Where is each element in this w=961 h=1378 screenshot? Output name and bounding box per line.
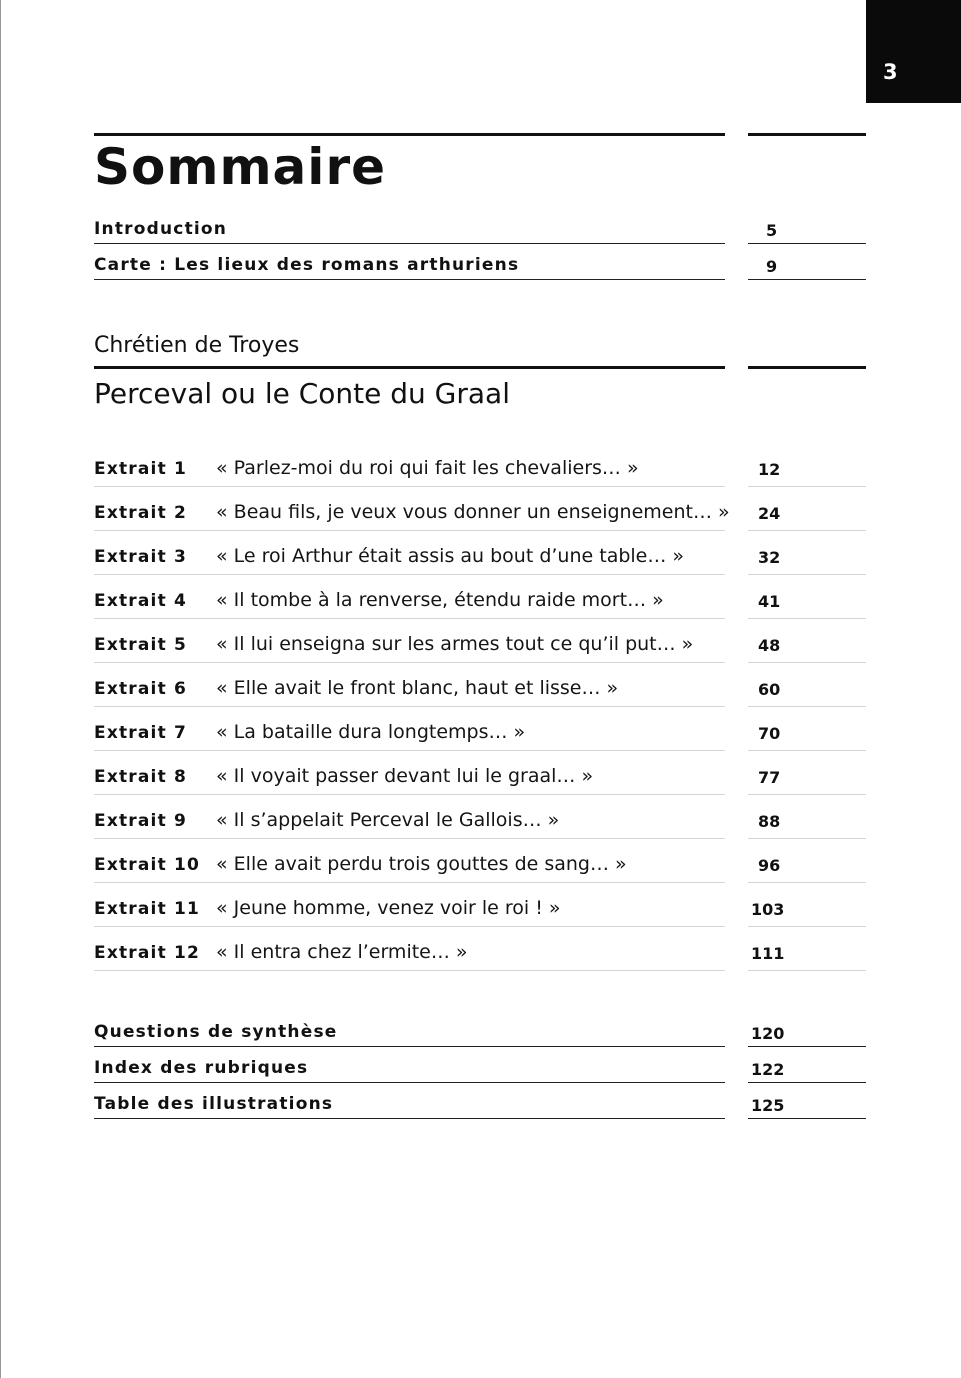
extract-row[interactable] — [0, 941, 961, 985]
extract-label: Extrait 2 — [94, 503, 188, 523]
divider — [748, 1082, 866, 1083]
extract-quote: « Beau fils, je veux vous donner un enseignement… » — [216, 501, 730, 523]
extract-page: 88 — [758, 812, 781, 831]
extract-quote: « Il voyait passer devant lui le graal… » — [216, 765, 594, 787]
row-divider — [748, 574, 866, 575]
row-divider — [748, 970, 866, 971]
extract-label: Extrait 6 — [94, 679, 188, 699]
divider — [748, 1118, 866, 1119]
extract-row[interactable] — [0, 897, 961, 941]
extract-page: 77 — [758, 768, 781, 787]
row-divider — [748, 794, 866, 795]
row-divider — [94, 794, 725, 795]
extract-row[interactable] — [0, 853, 961, 897]
page-title: Sommaire — [94, 138, 387, 196]
extract-quote: « Il s’appelait Perceval le Gallois… » — [216, 809, 560, 831]
row-divider — [94, 926, 725, 927]
extract-row[interactable] — [0, 633, 961, 677]
extract-label: Extrait 7 — [94, 723, 188, 743]
toc-page-introduction: 5 — [766, 221, 778, 240]
extract-label: Extrait 1 — [94, 459, 188, 479]
extract-label: Extrait 10 — [94, 855, 201, 875]
row-divider — [748, 838, 866, 839]
row-divider — [748, 882, 866, 883]
row-divider — [94, 574, 725, 575]
toc-page-illustrations: 125 — [751, 1096, 785, 1115]
row-divider — [94, 486, 725, 487]
row-divider — [94, 838, 725, 839]
page-number-tab — [866, 0, 961, 103]
extract-page: 103 — [751, 900, 785, 919]
page-number: 3 — [883, 60, 898, 84]
extract-quote: « Elle avait le front blanc, haut et lisse… » — [216, 677, 619, 699]
divider — [94, 1046, 725, 1047]
extract-quote: « Il lui enseigna sur les armes tout ce qu’il put… » — [216, 633, 694, 655]
divider — [748, 1046, 866, 1047]
extract-label: Extrait 8 — [94, 767, 188, 787]
toc-page-carte: 9 — [766, 257, 778, 276]
extract-row[interactable] — [0, 501, 961, 545]
extract-row[interactable] — [0, 545, 961, 589]
extract-quote: « Il entra chez l’ermite… » — [216, 941, 468, 963]
row-divider — [94, 970, 725, 971]
extract-quote: « La bataille dura longtemps… » — [216, 721, 526, 743]
row-divider — [748, 530, 866, 531]
extract-page: 111 — [751, 944, 785, 963]
toc-entry-illustrations[interactable]: Table des illustrations — [94, 1094, 334, 1114]
extract-page: 48 — [758, 636, 781, 655]
row-divider — [748, 706, 866, 707]
title-rule-right — [748, 133, 866, 136]
divider — [94, 243, 725, 244]
row-divider — [748, 926, 866, 927]
toc-entry-index[interactable]: Index des rubriques — [94, 1058, 309, 1078]
extract-label: Extrait 9 — [94, 811, 188, 831]
divider — [748, 243, 866, 244]
toc-page-index: 122 — [751, 1060, 785, 1079]
row-divider — [94, 882, 725, 883]
toc-entry-questions[interactable]: Questions de synthèse — [94, 1022, 338, 1042]
extract-quote: « Il tombe à la renverse, étendu raide mort… » — [216, 589, 664, 611]
extract-page: 96 — [758, 856, 781, 875]
row-divider — [94, 750, 725, 751]
extract-page: 32 — [758, 548, 781, 567]
divider — [94, 279, 725, 280]
extract-page: 41 — [758, 592, 781, 611]
toc-entry-introduction[interactable]: Introduction — [94, 219, 228, 239]
extract-label: Extrait 3 — [94, 547, 188, 567]
divider — [94, 1082, 725, 1083]
extract-row[interactable] — [0, 457, 961, 501]
extract-row[interactable] — [0, 589, 961, 633]
extract-quote: « Elle avait perdu trois gouttes de sang… » — [216, 853, 627, 875]
row-divider — [748, 486, 866, 487]
extract-page: 24 — [758, 504, 781, 523]
row-divider — [94, 662, 725, 663]
extract-row[interactable] — [0, 677, 961, 721]
row-divider — [94, 618, 725, 619]
extract-label: Extrait 5 — [94, 635, 188, 655]
extract-quote: « Parlez-moi du roi qui fait les chevaliers… » — [216, 457, 639, 479]
extract-label: Extrait 12 — [94, 943, 201, 963]
work-rule-left — [94, 366, 725, 369]
row-divider — [94, 706, 725, 707]
extract-label: Extrait 4 — [94, 591, 188, 611]
row-divider — [94, 530, 725, 531]
author-name: Chrétien de Troyes — [94, 333, 300, 358]
extract-row[interactable] — [0, 721, 961, 765]
row-divider — [748, 618, 866, 619]
row-divider — [748, 750, 866, 751]
title-rule-left — [94, 133, 725, 136]
extract-quote: « Le roi Arthur était assis au bout d’une table… » — [216, 545, 685, 567]
extract-quote: « Jeune homme, venez voir le roi ! » — [216, 897, 561, 919]
extract-page: 70 — [758, 724, 781, 743]
extract-row[interactable] — [0, 809, 961, 853]
toc-entry-carte[interactable]: Carte : Les lieux des romans arthuriens — [94, 255, 520, 275]
work-rule-right — [748, 366, 866, 369]
work-title: Perceval ou le Conte du Graal — [94, 377, 510, 410]
toc-page-questions: 120 — [751, 1024, 785, 1043]
extract-page: 60 — [758, 680, 781, 699]
divider — [94, 1118, 725, 1119]
extract-row[interactable] — [0, 765, 961, 809]
extract-page: 12 — [758, 460, 781, 479]
extract-label: Extrait 11 — [94, 899, 201, 919]
row-divider — [748, 662, 866, 663]
divider — [748, 279, 866, 280]
